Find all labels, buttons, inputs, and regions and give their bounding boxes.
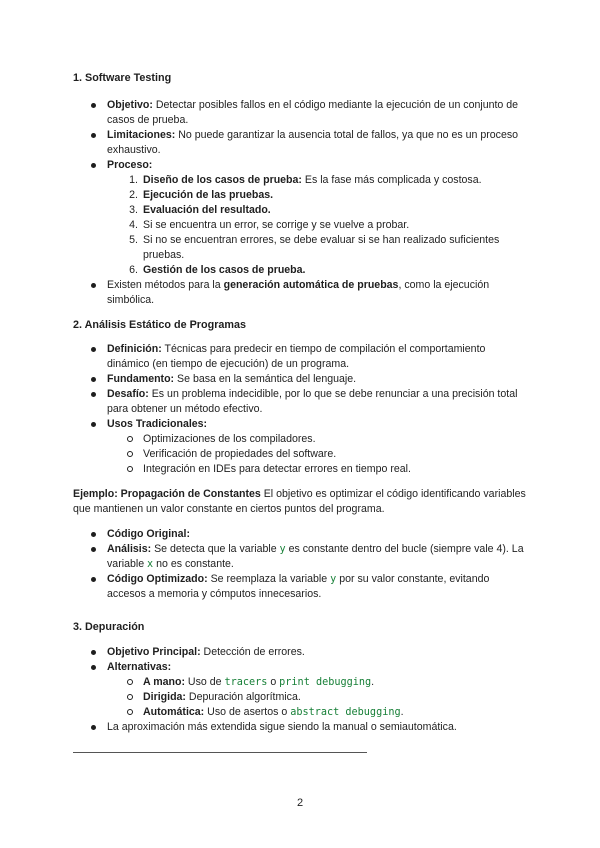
list-item: Objetivo Principal: Detección de errores. bbox=[88, 645, 528, 660]
list-item: Desafío: Es un problema indecidible, por lo que se debe renunciar a una precisión total para obtener un método efectivo. bbox=[88, 387, 528, 417]
sub-list-item: Automática: Uso de asertos o abstract debugging. bbox=[107, 705, 528, 720]
list-item: Usos Tradicionales: Optimizaciones de los compiladores. Verificación de propiedades del software. Integración en IDEs para detectar errores en tiempo real. bbox=[88, 417, 528, 477]
bold-label: Proceso: bbox=[107, 159, 153, 171]
item-text: No puede garantizar la ausencia total de fallos, ya que no es un proceso exhaustivo. bbox=[107, 129, 519, 156]
step-item: 3. Evaluación del resultado. bbox=[129, 204, 271, 216]
sub-list-item: Optimizaciones de los compiladores. bbox=[107, 432, 528, 447]
section-2-heading: 2. Análisis Estático de Programas bbox=[73, 319, 247, 331]
horizontal-rule bbox=[73, 752, 367, 753]
section-1-heading: 1. Software Testing bbox=[73, 72, 172, 84]
sub-list-item: Verificación de propiedades del software. bbox=[107, 447, 528, 462]
bold-label: Objetivo: bbox=[107, 99, 153, 111]
list-item: Análisis: Se detecta que la variable y es constante dentro del bucle (siempre vale 4). La variable x no es constante. bbox=[88, 542, 528, 572]
sub-list-item: Dirigida: Depuración algorítmica. bbox=[107, 690, 528, 705]
list-item: Fundamento: Se basa en la semántica del lenguaje. bbox=[88, 372, 528, 387]
item-text: Detectar posibles fallos en el código mediante la ejecución de un conjunto de casos de prueba. bbox=[107, 99, 519, 126]
code-var-y: y bbox=[279, 544, 286, 555]
step-item: 4. Si se encuentra un error, se corrige y se vuelve a probar. bbox=[129, 219, 410, 231]
example-list bbox=[88, 527, 528, 602]
list-item: Existen métodos para la generación automática de pruebas, como la ejecución simbólica. bbox=[88, 278, 528, 308]
list-item: Definición: Técnicas para predecir en tiempo de compilación el comportamiento dinámico (en tiempo de ejecución) de un programa. bbox=[88, 342, 528, 372]
step-item: 5. Si no se encuentran errores, se debe evaluar si se han realizado suficientes pruebas. bbox=[129, 234, 500, 261]
sub-list-item: Integración en IDEs para detectar errores en tiempo real. bbox=[107, 462, 528, 477]
list-item: Alternativas: A mano: Uso de tracers o print debugging. Dirigida: Depuración algorítmica. Automática: Uso de asertos o abstract debugging. bbox=[88, 660, 528, 720]
example-paragraph: Ejemplo: Propagación de Constantes El objetivo es optimizar el código identificando variables que mantienen un valor constante en ciertos puntos del programa. bbox=[73, 488, 526, 515]
step-item: 6. Gestión de los casos de prueba. bbox=[129, 264, 306, 276]
bold-label: Limitaciones: bbox=[107, 129, 176, 141]
code-var-x: x bbox=[147, 559, 154, 570]
list-item bbox=[88, 98, 528, 128]
code-var-y: y bbox=[330, 574, 337, 585]
usos-list bbox=[107, 432, 528, 477]
list-item bbox=[88, 128, 528, 158]
section-3-list bbox=[88, 645, 528, 735]
page-number: 2 bbox=[296, 797, 304, 809]
step-item: 2. Ejecución de las pruebas. bbox=[129, 189, 274, 201]
step-item: 1. Diseño de los casos de prueba: Es la fase más complicada y costosa. bbox=[129, 174, 482, 186]
section-1-list bbox=[88, 98, 528, 308]
section-3-heading: 3. Depuración bbox=[73, 621, 145, 633]
list-item bbox=[88, 158, 528, 278]
list-item: Código Original: bbox=[88, 527, 528, 542]
section-2-list bbox=[88, 342, 528, 477]
alternativas-list bbox=[107, 675, 528, 720]
list-item: La aproximación más extendida sigue siendo la manual o semiautomática. bbox=[88, 720, 528, 735]
process-steps bbox=[107, 173, 528, 278]
sub-list-item: A mano: Uso de tracers o print debugging. bbox=[107, 675, 528, 690]
list-item: Código Optimizado: Se reemplaza la variable y por su valor constante, evitando accesos a memoria y cómputos innecesarios. bbox=[88, 572, 528, 602]
